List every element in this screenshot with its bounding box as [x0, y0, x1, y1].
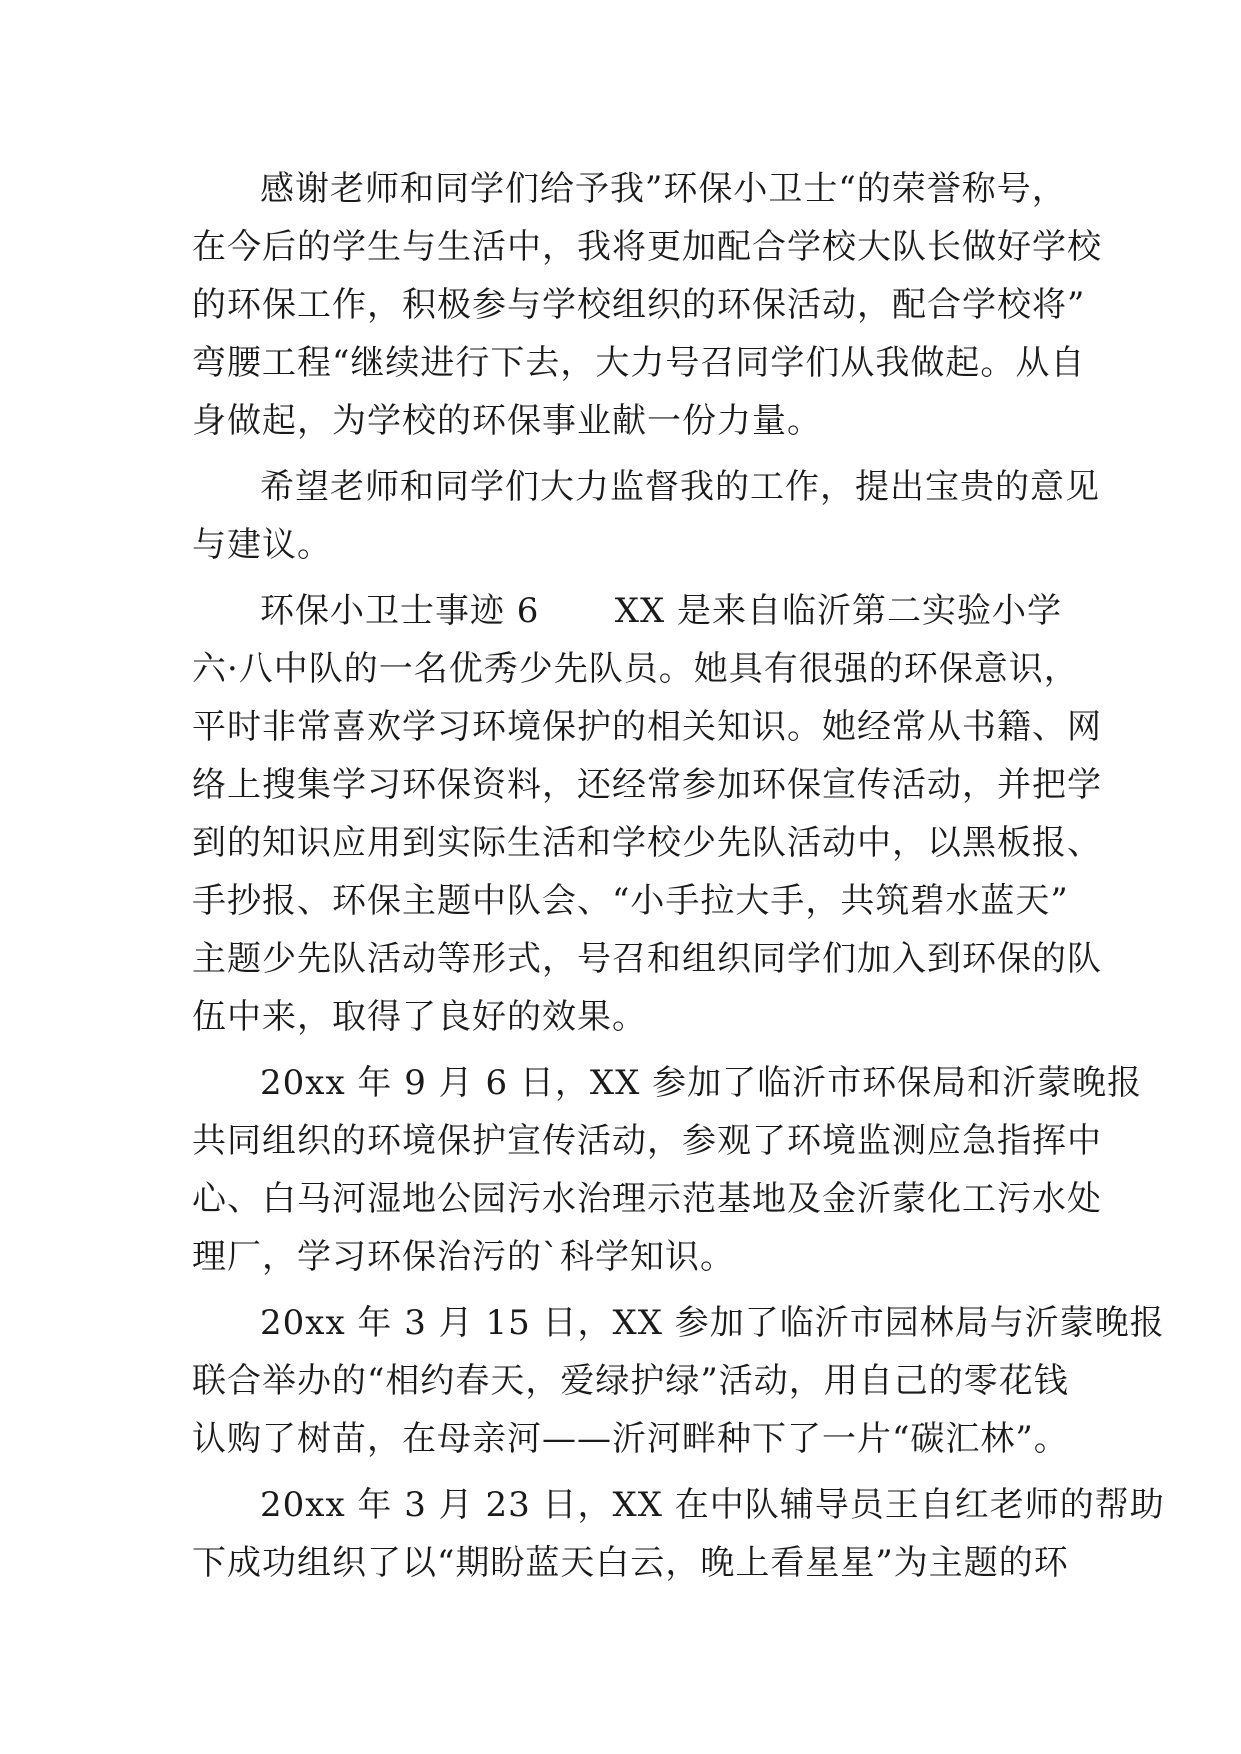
- text-line: 心、白马河湿地公园污水治理示范基地及金沂蒙化工污水处: [192, 1179, 1102, 1219]
- paragraph-6: [192, 1476, 1165, 1592]
- text-line: 六·八中队的一名优秀少先队员。她具有很强的环保意识，: [192, 649, 1079, 689]
- text-line: 20xx 年 3 月 15 日，XX 参加了临沂市园林局与沂蒙晚报: [260, 1303, 1165, 1343]
- text-line: 络上搜集学习环保资料，还经常参加环保宣传活动，并把学: [192, 765, 1102, 805]
- text-line: 下成功组织了以“期盼蓝天白云，晚上看星星”为主题的环: [192, 1543, 1069, 1583]
- paragraph-5: [192, 1294, 1165, 1468]
- document-body: [192, 160, 1165, 1592]
- text-line: 理厂，学习环保治污的`科学知识。: [192, 1237, 735, 1277]
- text-line: 平时非常喜欢学习环境保护的相关知识。她经常从书籍、网: [192, 707, 1102, 747]
- text-line: 到的知识应用到实际生活和学校少先队活动中，以黑板报、: [192, 823, 1102, 863]
- paragraph-1: [192, 160, 1102, 450]
- text-line: 弯腰工程“继续进行下去，大力号召同学们从我做起。从自: [192, 343, 1086, 383]
- paragraph-3: [192, 582, 1102, 1046]
- text-line: 联合举办的“相约春天，爱绿护绿”活动，用自己的零花钱: [192, 1361, 1069, 1401]
- text-line: 的环保工作，积极参与学校组织的环保活动，配合学校将”: [192, 285, 1086, 325]
- text-line: 认购了树苗，在母亲河——沂河畔种下了一片“碳汇林”。: [192, 1419, 1069, 1459]
- text-line: 伍中来，取得了良好的效果。: [192, 997, 647, 1037]
- paragraph-4: [192, 1054, 1143, 1286]
- text-line: 20xx 年 9 月 6 日，XX 参加了临沂市环保局和沂蒙晚报: [260, 1063, 1143, 1103]
- text-line: 希望老师和同学们大力监督我的工作，提出宝贵的意见: [260, 467, 1100, 507]
- text-line: 共同组织的环境保护宣传活动，参观了环境监测应急指挥中: [192, 1121, 1102, 1161]
- text-line: 20xx 年 3 月 23 日，XX 在中队辅导员王自红老师的帮助: [260, 1485, 1165, 1525]
- text-line: 感谢老师和同学们给予我”环保小卫士“的荣誉称号，: [260, 169, 1067, 209]
- text-line: 主题少先队活动等形式，号召和组织同学们加入到环保的队: [192, 939, 1102, 979]
- section-heading-continuation: XX 是来自临沂第二实验小学: [614, 591, 1062, 631]
- text-line: 在今后的学生与生活中，我将更加配合学校大队长做好学校: [192, 227, 1102, 267]
- section-heading-line: [192, 582, 1062, 640]
- section-heading: 环保小卫士事迹 6: [260, 591, 540, 631]
- text-line: 与建议。: [192, 525, 332, 565]
- paragraph-2: [192, 458, 1100, 574]
- text-line: 身做起，为学校的环保事业献一份力量。: [192, 401, 822, 441]
- text-line: 手抄报、环保主题中队会、“小手拉大手，共筑碧水蓝天”: [192, 881, 1069, 921]
